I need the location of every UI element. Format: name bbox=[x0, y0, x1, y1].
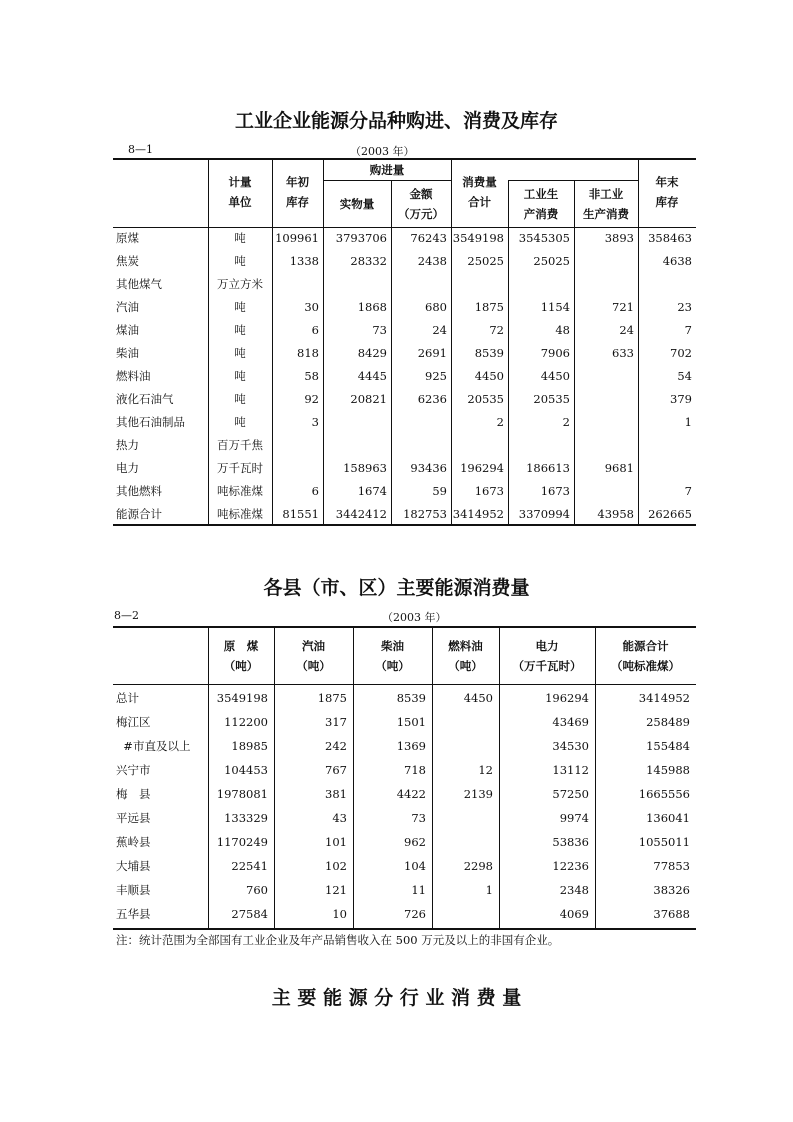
table2-header bbox=[208, 636, 274, 676]
table1-cell bbox=[391, 434, 447, 457]
table1-cell bbox=[574, 365, 634, 388]
table2-header-line: （吨） bbox=[375, 659, 410, 673]
table2-title: 各县（市、区）主要能源消费量 bbox=[263, 577, 530, 599]
table2-cell: 12 bbox=[478, 763, 493, 777]
table2-cell: 1978081 bbox=[216, 787, 268, 801]
table2-cell: 196294 bbox=[545, 691, 589, 705]
table1-cell: 4445 bbox=[357, 369, 387, 383]
table2-cell: 101 bbox=[325, 835, 347, 849]
table2-number: 8—2 bbox=[114, 609, 139, 622]
table2-header-line: 能源合计 bbox=[622, 639, 669, 653]
table1-cell bbox=[574, 411, 634, 434]
table2-cell: 4422 bbox=[396, 787, 426, 801]
table1-cell: 6 bbox=[311, 484, 319, 498]
table1-row-name: 燃料油 bbox=[116, 369, 151, 383]
table2-header-line: （吨） bbox=[448, 659, 483, 673]
table2-row-name: 大埔县 bbox=[116, 859, 151, 873]
table2-cell: 726 bbox=[404, 907, 426, 921]
table1-cell bbox=[574, 480, 634, 503]
table1-cell: 158963 bbox=[343, 461, 387, 475]
table2-cell: 3414952 bbox=[638, 691, 690, 705]
table2-cell: 1501 bbox=[396, 715, 426, 729]
table2-cell: 1369 bbox=[396, 739, 426, 753]
table1-cell: 721 bbox=[612, 300, 634, 314]
table1-cell: 25025 bbox=[467, 254, 504, 268]
table1-cell bbox=[574, 250, 634, 273]
table1-cell bbox=[508, 273, 570, 296]
table2-header-line: 燃料油 bbox=[448, 639, 483, 653]
table1-cell: 20535 bbox=[533, 392, 570, 406]
table1-cell: 633 bbox=[612, 346, 634, 360]
table1-cell: 4638 bbox=[662, 254, 692, 268]
table1-cell bbox=[574, 434, 634, 457]
table1-cell: 76243 bbox=[410, 231, 447, 245]
table2-cell: 1875 bbox=[317, 691, 347, 705]
table1-cell: 3893 bbox=[604, 231, 634, 245]
table1-cell: 1338 bbox=[289, 254, 319, 268]
table2-header-line: （吨） bbox=[296, 659, 331, 673]
table2-cell: 27584 bbox=[231, 907, 268, 921]
table2-cell: 136041 bbox=[646, 811, 690, 825]
table1-cell: 92 bbox=[304, 392, 319, 406]
table2-cell: 10 bbox=[332, 907, 347, 921]
table2-cell: 43469 bbox=[552, 715, 589, 729]
table1-cell bbox=[508, 434, 570, 457]
table2-cell: 1055011 bbox=[638, 835, 690, 849]
table1-cell: 182753 bbox=[403, 507, 447, 521]
header-unit: 计量 单位 bbox=[228, 175, 252, 209]
table1-cell: 925 bbox=[425, 369, 447, 383]
table2-cell: 104453 bbox=[224, 763, 268, 777]
table1-row-name: 电力 bbox=[116, 461, 139, 475]
table2-cell bbox=[432, 903, 493, 926]
table1-row-unit: 吨 bbox=[234, 369, 246, 383]
table2-row-name: 平远县 bbox=[116, 811, 151, 825]
table1-cell: 2 bbox=[496, 415, 504, 429]
table1-cell: 2691 bbox=[417, 346, 447, 360]
table2-cell: 2348 bbox=[559, 883, 589, 897]
table2-cell: 18985 bbox=[231, 739, 268, 753]
table1-cell: 8539 bbox=[474, 346, 504, 360]
table2-cell bbox=[432, 735, 493, 758]
table2-cell: 57250 bbox=[552, 787, 589, 801]
table1-cell bbox=[451, 434, 504, 457]
table1-cell: 93436 bbox=[410, 461, 447, 475]
table1-cell: 9681 bbox=[604, 461, 634, 475]
header-nonindustrial-consumption: 非工业 生产消费 bbox=[583, 187, 629, 221]
table1-cell: 73 bbox=[372, 323, 387, 337]
table2-header bbox=[432, 636, 499, 676]
table1-row-name: 热力 bbox=[116, 438, 139, 452]
table2-cell: 4069 bbox=[559, 907, 589, 921]
table2-cell: 4450 bbox=[463, 691, 493, 705]
table1-cell: 1674 bbox=[357, 484, 387, 498]
table1-cell: 196294 bbox=[460, 461, 504, 475]
header-opening-stock: 年初 库存 bbox=[286, 175, 309, 209]
table2-year: （2003 年） bbox=[382, 611, 447, 624]
table1-cell: 186613 bbox=[526, 461, 570, 475]
table2-cell: 133329 bbox=[224, 811, 268, 825]
table1-cell: 1875 bbox=[474, 300, 504, 314]
table1-cell: 20821 bbox=[350, 392, 387, 406]
table2-cell: 121 bbox=[325, 883, 347, 897]
table1-title: 工业企业能源分品种购进、消费及库存 bbox=[234, 110, 558, 132]
table1-cell: 818 bbox=[297, 346, 319, 360]
table1-row-name: 液化石油气 bbox=[116, 392, 174, 406]
header-purchase: 购进量 bbox=[369, 163, 405, 177]
table1-row-unit: 吨 bbox=[234, 231, 246, 245]
table1-cell: 702 bbox=[670, 346, 692, 360]
table2-header-rule bbox=[113, 684, 696, 685]
table2-cell: 155484 bbox=[646, 739, 690, 753]
table1-row-name: 其他燃料 bbox=[116, 484, 162, 498]
header-closing-stock: 年末 库存 bbox=[655, 175, 679, 209]
table1-cell bbox=[451, 273, 504, 296]
table2-cell: 1665556 bbox=[638, 787, 690, 801]
table1-cell: 24 bbox=[619, 323, 634, 337]
table2-cell: 43 bbox=[332, 811, 347, 825]
table1-cell: 109961 bbox=[275, 231, 319, 245]
table2-cell: 1170249 bbox=[216, 835, 268, 849]
table1-cell: 3442412 bbox=[335, 507, 387, 521]
table2-cell: 317 bbox=[325, 715, 347, 729]
table1-cell bbox=[323, 411, 387, 434]
table2-row-name: 丰顺县 bbox=[116, 883, 151, 897]
header-consumption-total: 消费量 合计 bbox=[462, 175, 497, 209]
table2-bottom-rule bbox=[113, 928, 696, 930]
table1-cell bbox=[272, 273, 319, 296]
table2-row-name: 蕉岭县 bbox=[116, 835, 151, 849]
table1-cell: 4450 bbox=[540, 369, 570, 383]
table1-row-name: 煤油 bbox=[116, 323, 139, 337]
table2-cell: 22541 bbox=[231, 859, 268, 873]
table2-row-name: 梅 县 bbox=[116, 787, 151, 801]
table2-cell: 1 bbox=[485, 883, 493, 897]
table2-cell: 718 bbox=[404, 763, 426, 777]
table2-cell: 37688 bbox=[653, 907, 690, 921]
table2-cell bbox=[432, 711, 493, 734]
table2-cell: 13112 bbox=[552, 763, 589, 777]
table2-cell: 145988 bbox=[646, 763, 690, 777]
table1-cell: 1673 bbox=[540, 484, 570, 498]
table2-row-name: #市直及以上 bbox=[116, 739, 191, 753]
table2-header-line: 汽油 bbox=[302, 639, 325, 653]
table1-cell: 3370994 bbox=[518, 507, 570, 521]
table1-cell: 3 bbox=[311, 415, 319, 429]
table2-cell: 38326 bbox=[653, 883, 690, 897]
table1-cell: 6 bbox=[311, 323, 319, 337]
table2-cell bbox=[432, 831, 493, 854]
table2-row-name: 总计 bbox=[116, 691, 139, 705]
table1-cell: 7906 bbox=[540, 346, 570, 360]
table2-top-rule bbox=[113, 626, 696, 628]
table2-header-line: （万千瓦时） bbox=[512, 659, 582, 673]
table1-row-unit: 吨 bbox=[234, 323, 246, 337]
table1-row-name: 柴油 bbox=[116, 346, 139, 360]
table2-header-line: 电力 bbox=[535, 639, 559, 653]
table1-row-name: 焦炭 bbox=[116, 254, 139, 268]
table2-cell: 102 bbox=[325, 859, 347, 873]
table2-cell: 2298 bbox=[463, 859, 493, 873]
table1-cell bbox=[323, 434, 387, 457]
table2-row-name: 梅江区 bbox=[116, 715, 151, 729]
table1-row-unit: 吨 bbox=[234, 300, 246, 314]
table1-cell: 3414952 bbox=[452, 507, 504, 521]
table2-cell: 3549198 bbox=[216, 691, 268, 705]
header-physical-qty: 实物量 bbox=[339, 197, 375, 211]
table1-cell: 59 bbox=[432, 484, 447, 498]
header-amount: 金额 （万元） bbox=[398, 187, 444, 221]
table2-header-line: （吨标准煤） bbox=[611, 659, 680, 673]
table1-cell: 3793706 bbox=[335, 231, 387, 245]
table2-header bbox=[499, 636, 595, 676]
table1-row-unit: 吨 bbox=[234, 392, 246, 406]
table1-cell bbox=[272, 457, 319, 480]
table2-header bbox=[274, 636, 353, 676]
header-industrial-consumption: 工业生 产消费 bbox=[523, 187, 559, 221]
table1-cell: 1 bbox=[684, 415, 692, 429]
table1-cell: 20535 bbox=[467, 392, 504, 406]
table1-cell: 6236 bbox=[417, 392, 447, 406]
table2-row-name: 五华县 bbox=[116, 907, 151, 921]
table2-header bbox=[595, 636, 696, 676]
table1-cell: 2438 bbox=[417, 254, 447, 268]
table1-cell bbox=[391, 411, 447, 434]
table1-cell bbox=[638, 273, 692, 296]
table1-cell: 25025 bbox=[533, 254, 570, 268]
table1-cell bbox=[574, 388, 634, 411]
table1-cell: 24 bbox=[432, 323, 447, 337]
table1-row-unit: 百万千焦 bbox=[217, 438, 263, 452]
table1-row-unit: 吨标准煤 bbox=[217, 484, 263, 498]
table1-cell: 72 bbox=[489, 323, 504, 337]
table1-cell: 3549198 bbox=[452, 231, 504, 245]
table1-cell bbox=[638, 434, 692, 457]
table1-number: 8—1 bbox=[128, 143, 153, 156]
table1-row-unit: 吨标准煤 bbox=[217, 507, 263, 521]
table2-cell: 112200 bbox=[224, 715, 268, 729]
table1-cell bbox=[272, 434, 319, 457]
table1-cell bbox=[391, 273, 447, 296]
table1-year: （2003 年） bbox=[350, 145, 415, 158]
table2-footnote: 注：统计范围为全部国有工业企业及年产品销售收入在 500 万元及以上的非国有企业。 bbox=[116, 933, 560, 947]
table1-cell: 28332 bbox=[350, 254, 387, 268]
table1-cell: 23 bbox=[677, 300, 692, 314]
table1-cell bbox=[574, 273, 634, 296]
table2-cell: 760 bbox=[246, 883, 268, 897]
table1-cell: 81551 bbox=[282, 507, 319, 521]
table1-row-name: 其他石油制品 bbox=[116, 415, 185, 429]
table2-row-name: 兴宁市 bbox=[116, 763, 151, 777]
table1-cell: 7 bbox=[684, 484, 692, 498]
table2-cell: 53836 bbox=[552, 835, 589, 849]
table2-cell: 77853 bbox=[653, 859, 690, 873]
table1-cell: 58 bbox=[304, 369, 319, 383]
table2-header-line: 柴油 bbox=[381, 639, 404, 653]
table2-cell: 104 bbox=[404, 859, 426, 873]
table1-row-name: 汽油 bbox=[116, 300, 139, 314]
table1-row-name: 能源合计 bbox=[116, 507, 162, 521]
table1-cell: 30 bbox=[304, 300, 319, 314]
table1-cell bbox=[638, 457, 692, 480]
table1-row-unit: 万千瓦时 bbox=[217, 461, 263, 475]
table1-cell bbox=[323, 273, 387, 296]
table2-cell: 2139 bbox=[463, 787, 493, 801]
table1-cell: 43958 bbox=[597, 507, 634, 521]
table2-cell: 34530 bbox=[552, 739, 589, 753]
table2-cell: 12236 bbox=[552, 859, 589, 873]
table2-cell bbox=[432, 807, 493, 830]
table2-cell: 242 bbox=[325, 739, 347, 753]
table1-cell: 680 bbox=[425, 300, 447, 314]
table1-cell: 8429 bbox=[357, 346, 387, 360]
table2-header-line: 原 煤 bbox=[223, 639, 259, 653]
table2-header-line: （吨） bbox=[223, 659, 259, 673]
table1-row-unit: 吨 bbox=[234, 254, 246, 268]
table1-cell: 1673 bbox=[474, 484, 504, 498]
table1-cell: 1154 bbox=[540, 300, 570, 314]
table2-cell: 9974 bbox=[559, 811, 589, 825]
table1-cell: 3545305 bbox=[518, 231, 570, 245]
table1-cell: 4450 bbox=[474, 369, 504, 383]
table1-cell: 262665 bbox=[648, 507, 692, 521]
table1-row-unit: 万立方米 bbox=[217, 277, 263, 291]
table1-row-unit: 吨 bbox=[234, 346, 246, 360]
table1-row-unit: 吨 bbox=[234, 415, 246, 429]
table3-title: 主 要 能 源 分 行 业 消 费 量 bbox=[271, 987, 522, 1009]
table1-cell: 7 bbox=[684, 323, 692, 337]
table2-cell: 381 bbox=[325, 787, 347, 801]
table1-row-name: 原煤 bbox=[116, 231, 139, 245]
table1-cell: 2 bbox=[562, 415, 570, 429]
table2-cell: 8539 bbox=[396, 691, 426, 705]
table1-cell: 358463 bbox=[648, 231, 692, 245]
table2-cell: 258489 bbox=[646, 715, 690, 729]
table2-cell: 11 bbox=[411, 883, 426, 897]
table2-cell: 962 bbox=[404, 835, 426, 849]
table1-cell: 48 bbox=[555, 323, 570, 337]
table1-row-name: 其他煤气 bbox=[116, 277, 162, 291]
table2-cell: 767 bbox=[325, 763, 347, 777]
table1-cell: 379 bbox=[670, 392, 692, 406]
table2-header bbox=[353, 636, 432, 676]
table1-cell: 1868 bbox=[357, 300, 387, 314]
table2-cell: 73 bbox=[411, 811, 426, 825]
table1-cell: 54 bbox=[677, 369, 692, 383]
